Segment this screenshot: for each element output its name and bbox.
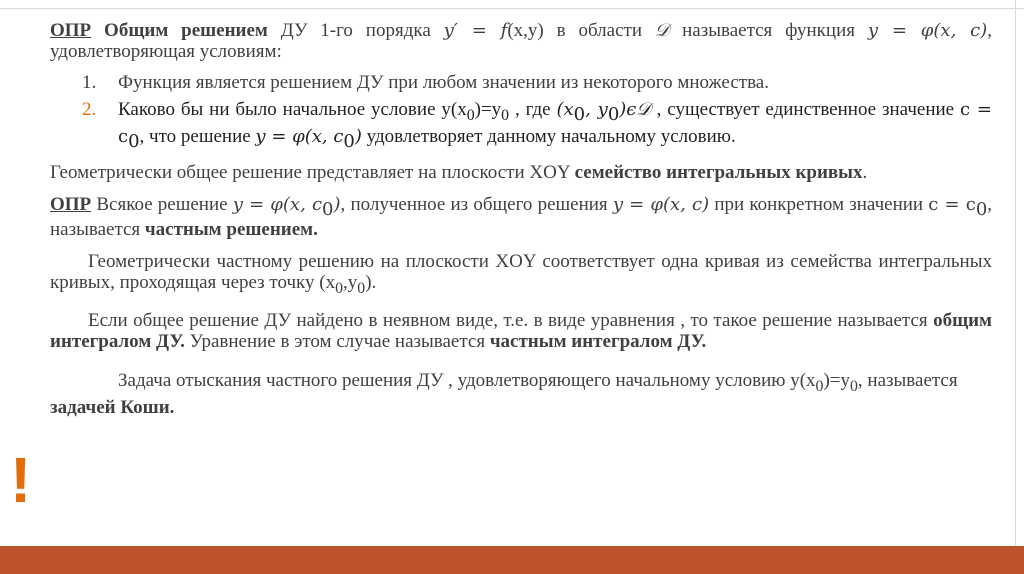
slide-content — [50, 20, 992, 429]
text-fragment: удовлетворяет данному начальному условию. — [361, 125, 736, 147]
math-function: y = φ(x, c) — [867, 20, 988, 41]
text-fragment: называется функция — [669, 20, 868, 41]
text-fragment: , называется — [50, 193, 993, 241]
text-fragment: Всякое решение — [91, 193, 233, 215]
right-border-line — [1015, 0, 1016, 546]
subscript: 0 — [501, 106, 510, 124]
math-solution: ) — [354, 125, 362, 147]
opr-label: ОПР — [50, 193, 92, 215]
math-args: (x,y) — [507, 20, 544, 41]
text-fragment: Каково бы ни было начальное условие y(x — [118, 99, 467, 120]
text-fragment: ДУ 1-го порядка — [267, 20, 444, 41]
term-cauchy-problem: задачей Коши. — [50, 396, 175, 418]
opr-label: ОПР — [50, 20, 92, 41]
term-particular-integral: частным интегралом ДУ. — [489, 331, 707, 353]
definition-particular-solution — [50, 194, 992, 241]
term-general-integral: общим интегралом ДУ. — [50, 310, 992, 353]
text-fragment: )=y — [474, 99, 502, 120]
bottom-accent-bar — [0, 546, 1024, 574]
text-fragment: , полученное из общего решения — [340, 193, 613, 215]
math-particular: ) — [333, 193, 341, 215]
definition-general-solution — [50, 20, 992, 62]
math-particular: y = φ(x, c — [232, 193, 323, 215]
subscript: 0 — [343, 130, 355, 152]
term-integral-curves: семейство интегральных кривых — [574, 161, 863, 183]
text-fragment: Геометрически общее решение представляет на плоскости XOY — [50, 161, 575, 183]
list-item-text — [118, 99, 992, 152]
text-fragment: при конкретном значении — [709, 193, 929, 215]
text-fragment: Геометрически частному решению на плоскости XOY соответствует одна кривая из семейства интегральных кривых, проходящая через точку (x — [50, 251, 992, 294]
text-fragment: ). — [365, 272, 377, 294]
math-derivative: y′ = f — [443, 20, 508, 41]
subscript: 0 — [975, 198, 988, 220]
subscript: 0 — [466, 106, 475, 124]
exclamation-mark: ! — [10, 444, 32, 516]
text-fragment: ,y — [343, 272, 358, 294]
text-fragment: Задача отыскания частного решения ДУ , удовлетворяющего начальному условию y(x — [118, 370, 816, 392]
term-particular-solution: частным решением. — [144, 219, 318, 241]
list-item-text: Функция является решением ДУ при любом значении из некоторого множества. — [118, 72, 769, 93]
term-general-solution: Общим решением — [91, 20, 268, 41]
text-fragment: , удовлетворяющая условиям: — [50, 20, 993, 62]
geometric-general-solution — [50, 162, 992, 183]
subscript: 0 — [128, 130, 140, 152]
subscript: 0 — [357, 280, 366, 298]
subscript: 0 — [335, 280, 344, 298]
geometric-particular-solution — [50, 251, 992, 299]
text-fragment: . — [862, 161, 868, 183]
subscript: 0 — [815, 377, 824, 395]
list-item — [50, 99, 992, 152]
math-point: (x — [556, 99, 574, 120]
subscript: 0 — [607, 103, 620, 125]
top-border-line — [0, 8, 1024, 9]
math-domain: 𝒟 — [654, 20, 670, 41]
math-solution: y = φ(x, c — [255, 125, 344, 147]
text-fragment: )=y — [823, 370, 850, 392]
math-point: )ϵ𝒟 — [619, 99, 651, 120]
text-fragment: , что решение — [139, 125, 256, 147]
math-constant: c = c — [928, 193, 976, 215]
text-fragment: Если общее решение ДУ найдено в неявном виде, т.е. в виде уравнения , то такое решение называется — [88, 310, 934, 332]
text-fragment: Уравнение в этом случае называется — [184, 331, 490, 353]
text-fragment: в области — [543, 20, 655, 41]
general-integral-paragraph — [50, 310, 992, 352]
list-item — [50, 72, 992, 93]
cauchy-problem-paragraph — [50, 370, 992, 418]
subscript: 0 — [322, 198, 334, 220]
list-number: 2. — [82, 99, 97, 120]
math-general: y = φ(x, c) — [612, 193, 710, 215]
text-fragment: , где — [509, 99, 557, 120]
math-point: , y — [585, 99, 608, 120]
list-number: 1. — [82, 72, 97, 93]
conditions-list — [50, 72, 992, 152]
subscript: 0 — [850, 377, 858, 395]
text-fragment: , называется — [857, 370, 958, 392]
subscript: 0 — [573, 103, 586, 125]
text-fragment: , существует единственное значение — [650, 99, 960, 120]
math-constant: c = c — [118, 99, 992, 147]
